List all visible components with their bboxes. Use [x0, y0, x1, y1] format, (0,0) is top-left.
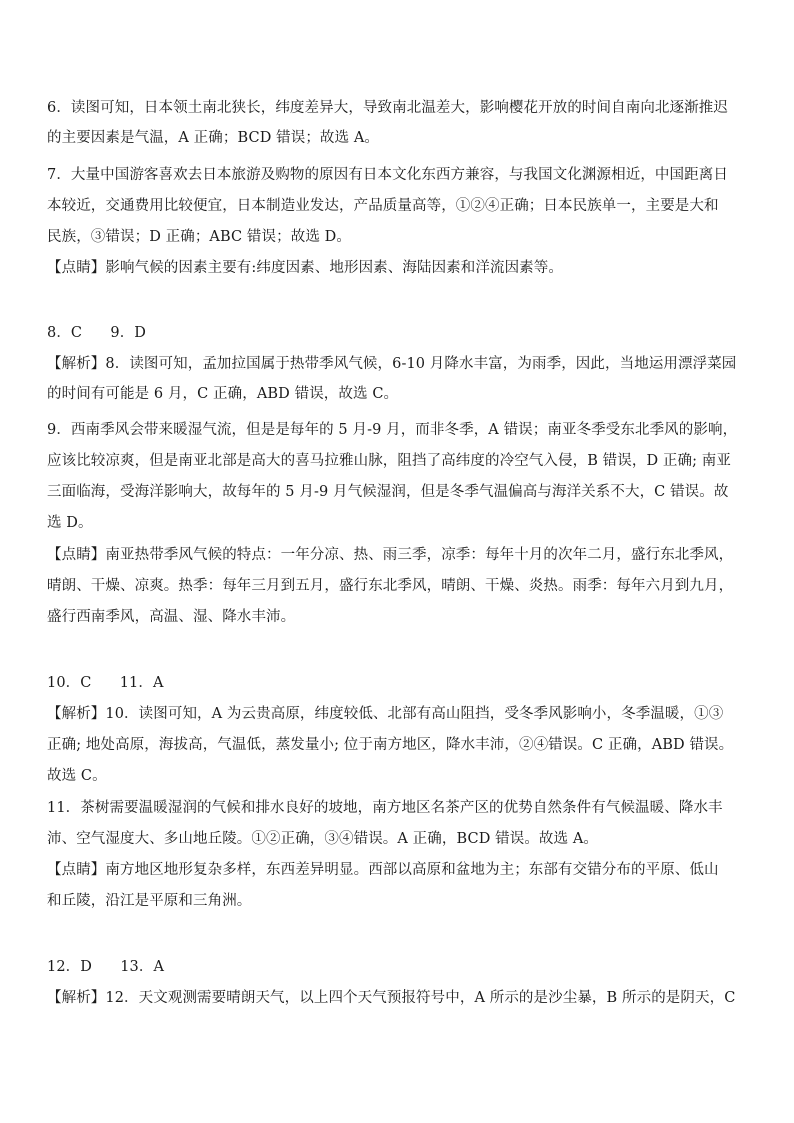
text-line: 选 D。 [47, 515, 93, 531]
text-line: 【解析】8．读图可知，孟加拉国属于热带季风气候，6-10 月降水丰富，为雨季，因此，当地运用漂浮菜园 [47, 356, 737, 372]
text-line: 【解析】10．读图可知，A 为云贵高原，纬度较低、北部有高山阻挡，受冬季风影响小，冬季温暖，①③ [47, 706, 724, 722]
answer-line: 10．C 11．A [47, 675, 164, 691]
text-line: 7．大量中国游客喜欢去日本旅游及购物的原因有日本文化东西方兼容，与我国文化渊源相近，中国距离日 [47, 167, 728, 183]
text-line: 正确; 地处高原，海拔高，气温低，蒸发量小; 位于南方地区，降水丰沛，②④错误。C 正确，ABD 错误。 [47, 737, 734, 753]
text-line: 本较近，交通费用比较便宜，日本制造业发达，产品质量高等，①②④正确；日本民族单一，主要是大和 [47, 198, 719, 214]
text-line: 11．茶树需要温暖湿润的气候和排水良好的坡地，南方地区名茶产区的优势自然条件有气候温暖、降水丰 [47, 800, 723, 816]
text-line: 的主要因素是气温，A 正确；BCD 错误；故选 A。 [47, 130, 380, 146]
text-line: 故选 C。 [47, 768, 107, 784]
text-line: 沛、空气湿度大、多山地丘陵。①②正确，③④错误。A 正确，BCD 错误。故选 A。 [47, 831, 599, 847]
answer-line: 8．C 9．D [47, 325, 147, 341]
text-line: 6．读图可知，日本领土南北狭长，纬度差异大，导致南北温差大，影响樱花开放的时间自南向北逐渐推迟 [47, 100, 728, 116]
text-line: 【解析】12．天文观测需要晴朗天气，以上四个天气预报符号中，A 所示的是沙尘暴，B 所示的是阴天，C [47, 990, 736, 1006]
answer-line: 12．D 13．A [47, 959, 165, 975]
text-line: 【点睛】南方地区地形复杂多样，东西差异明显。西部以高原和盆地为主；东部有交错分布的平原、低山 [47, 862, 719, 878]
text-line: 【点睛】影响气候的因素主要有:纬度因素、地形因素、海陆因素和洋流因素等。 [47, 260, 563, 276]
text-line: 民族，③错误；D 正确；ABC 错误；故选 D。 [47, 229, 351, 245]
text-line: 的时间有可能是 6 月，C 正确，ABD 错误，故选 C。 [47, 386, 399, 402]
text-line: 晴朗、干燥、凉爽。热季：每年三月到五月，盛行东北季风，晴朗、干燥、炎热。雨季：每年六月到九月， [47, 578, 734, 594]
text-line: 应该比较凉爽，但是南亚北部是高大的喜马拉雅山脉，阻挡了高纬度的冷空气入侵，B 错误，D 正确; 南亚 [47, 453, 731, 469]
text-line: 【点睛】南亚热带季风气候的特点：一年分凉、热、雨三季，凉季：每年十月的次年二月，盛行东北季风， [47, 547, 734, 563]
text-line: 盛行西南季风，高温、湿、降水丰沛。 [47, 609, 296, 625]
text-line: 三面临海，受海洋影响大，故每年的 5 月-9 月气候湿润，但是冬季气温偏高与海洋关系不大，C 错误。故 [47, 484, 729, 500]
text-line: 9．西南季风会带来暖湿气流，但是是每年的 5 月-9 月，而非冬季，A 错误；南亚冬季受东北季风的影响， [47, 422, 738, 438]
text-line: 和丘陵，沿江是平原和三角洲。 [47, 893, 252, 909]
